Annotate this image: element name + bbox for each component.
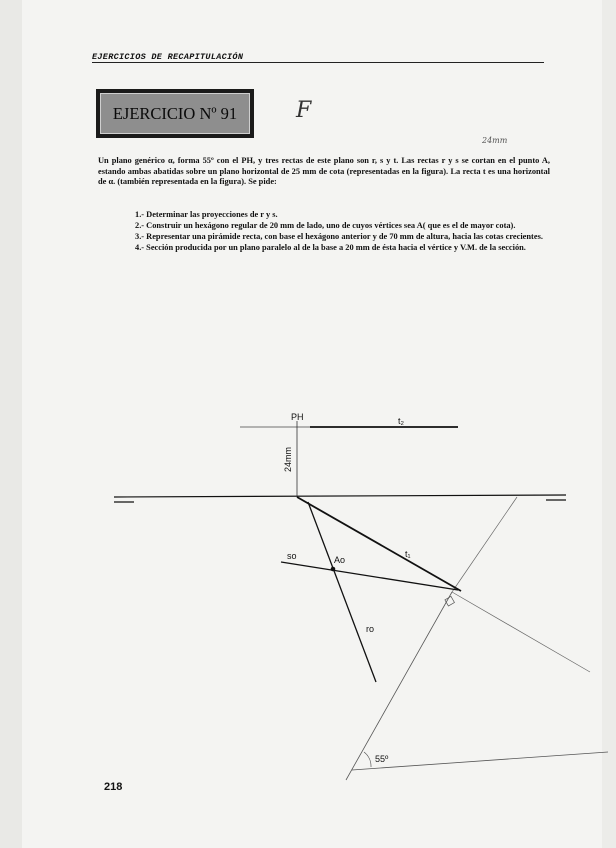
construction-line-1 <box>452 497 517 592</box>
exercise-title: EJERCICIO Nº 91 <box>100 93 250 134</box>
right-angle-mark <box>445 596 455 606</box>
section-header: EJERCICIOS DE RECAPITULACIÓN <box>92 52 244 62</box>
handwritten-24mm: 24mm <box>482 136 508 145</box>
label-dimension: 24mm <box>283 446 293 472</box>
construction-line-4 <box>352 752 608 770</box>
label-t2: t₂ <box>398 416 404 426</box>
construction-line-3 <box>346 592 452 780</box>
exercise-statement: Un plano genérico α, forma 55º con el PH, y tres rectas de este plano son r, s y t. Las rectas r y s se cortan en el punto A, estando ambas abatidas sobre un plano horizontal de 25 mm de cota (representadas en la figura). La recta t es una horizontal de α. (también representada en la figura). Se pide: <box>98 156 550 187</box>
line-r0 <box>308 502 376 682</box>
label-t1: t₁ <box>405 549 411 559</box>
label-r0: ro <box>366 624 375 634</box>
point-a0 <box>331 567 336 572</box>
construction-line-2 <box>452 592 590 672</box>
task-item: 1.- Determinar las proyecciones de r y s. <box>135 210 278 219</box>
task-item: 3.- Representar una pirámide recta, con base el hexágono anterior y de 70 mm de altura, hacia las cotas crecientes. <box>135 231 543 241</box>
handwritten-f: F <box>296 98 312 123</box>
task-item: 2.- Construir un hexágono regular de 20 mm de lado, uno de cuyos vértices sea A( que es el de mayor cota). <box>135 220 516 230</box>
label-s0: so <box>287 551 297 561</box>
angle-arc <box>364 752 371 767</box>
task-item: 4.- Sección producida por un plano paralelo al de la base a 20 mm de ésta hacia el vértice y V.M. de la sección. <box>135 242 526 252</box>
label-angle: 55º <box>375 754 389 764</box>
label-ph: PH <box>291 412 304 422</box>
label-a0: Ao <box>334 555 346 565</box>
page-number: 218 <box>104 781 123 793</box>
ground-line <box>114 495 566 497</box>
line-s0 <box>281 562 458 590</box>
